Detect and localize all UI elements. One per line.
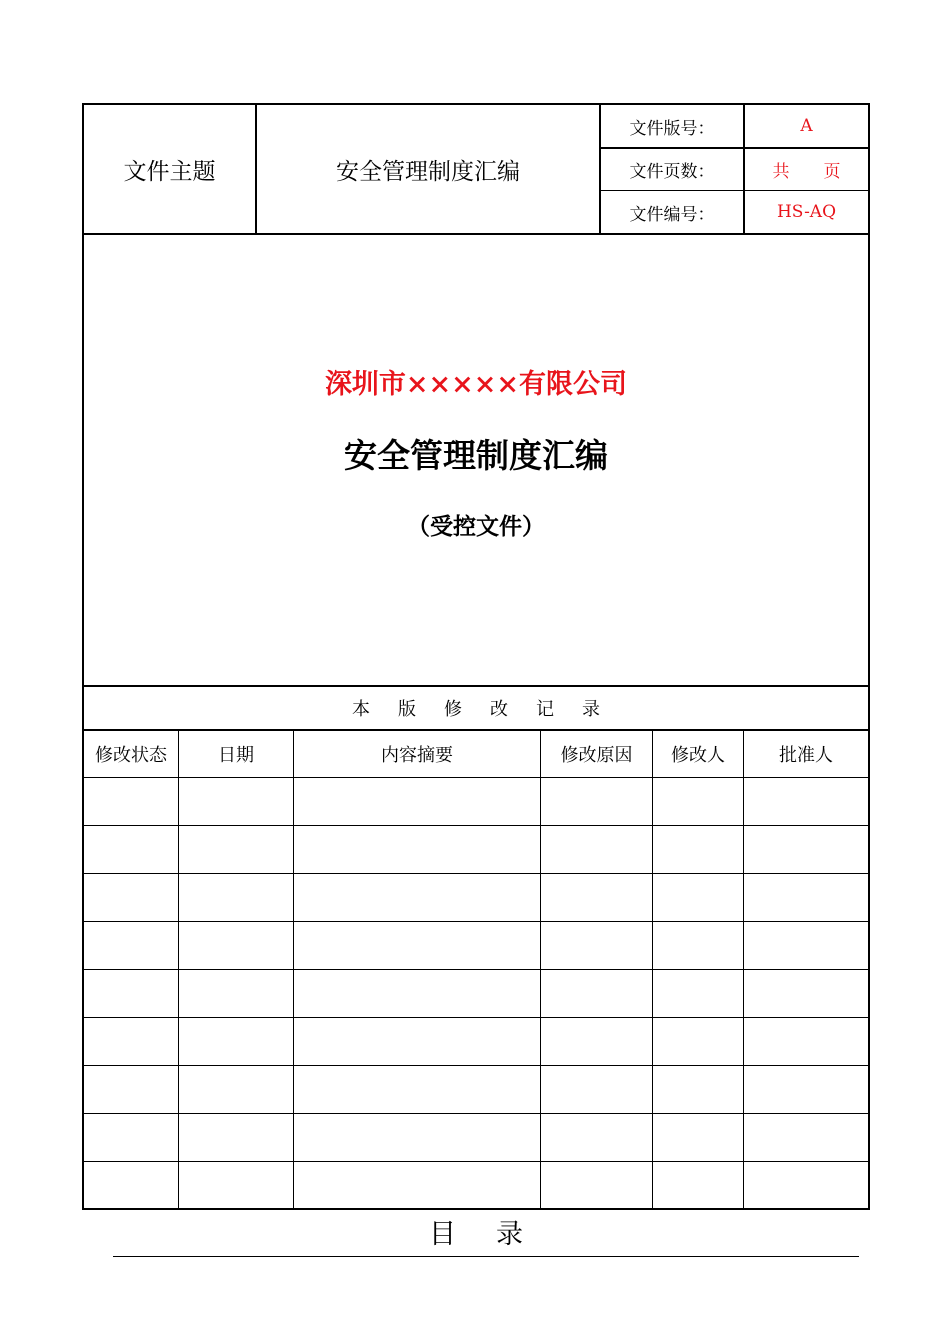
controlled-document-note: （受控文件） <box>407 512 545 540</box>
table-row-rule <box>82 1113 870 1114</box>
col-header-approver: 批准人 <box>779 745 833 766</box>
revision-title-char: 版 <box>398 699 416 720</box>
table-row-rule <box>82 777 870 778</box>
table-row-rule <box>82 921 870 922</box>
version-value: A <box>800 116 813 136</box>
col-header-status: 修改状态 <box>95 745 167 766</box>
document-frame <box>82 103 870 1210</box>
document-title: 安全管理制度汇编 <box>344 435 608 475</box>
toc-title-char: 目 <box>429 1218 456 1250</box>
toc-title-char: 录 <box>496 1218 523 1250</box>
toc-rule <box>113 1256 859 1257</box>
doc-number-label: 文件编号： <box>629 204 715 225</box>
doc-number-value: HS-AQ <box>776 202 837 222</box>
col-header-date: 日期 <box>218 745 254 766</box>
table-row-rule <box>82 1065 870 1066</box>
table-row-rule <box>82 825 870 826</box>
subject-label: 文件主题 <box>123 158 216 185</box>
toc-title <box>84 1212 868 1250</box>
company-name: 深圳市×××××有限公司 <box>324 368 628 400</box>
revision-title-char: 记 <box>536 699 554 720</box>
revision-title-char: 本 <box>352 699 370 720</box>
table-row-rule <box>82 1161 870 1162</box>
revision-title-char: 改 <box>490 699 508 720</box>
revision-title-char: 录 <box>582 699 600 720</box>
page-count-label: 文件页数： <box>629 162 715 182</box>
revision-title-char: 修 <box>444 699 462 720</box>
subject-value: 安全管理制度汇编 <box>336 158 520 185</box>
col-header-summary: 内容摘要 <box>381 745 453 766</box>
table-row-rule <box>82 1017 870 1018</box>
col-header-modifier: 修改人 <box>671 745 725 766</box>
page-count-value: 共 页 <box>772 162 841 182</box>
table-row-rule <box>82 873 870 874</box>
header-bottom-rule <box>82 233 870 235</box>
table-row-rule <box>82 969 870 970</box>
revision-record-title <box>84 687 868 729</box>
version-label: 文件版号： <box>629 118 715 139</box>
col-header-reason: 修改原因 <box>560 745 633 766</box>
